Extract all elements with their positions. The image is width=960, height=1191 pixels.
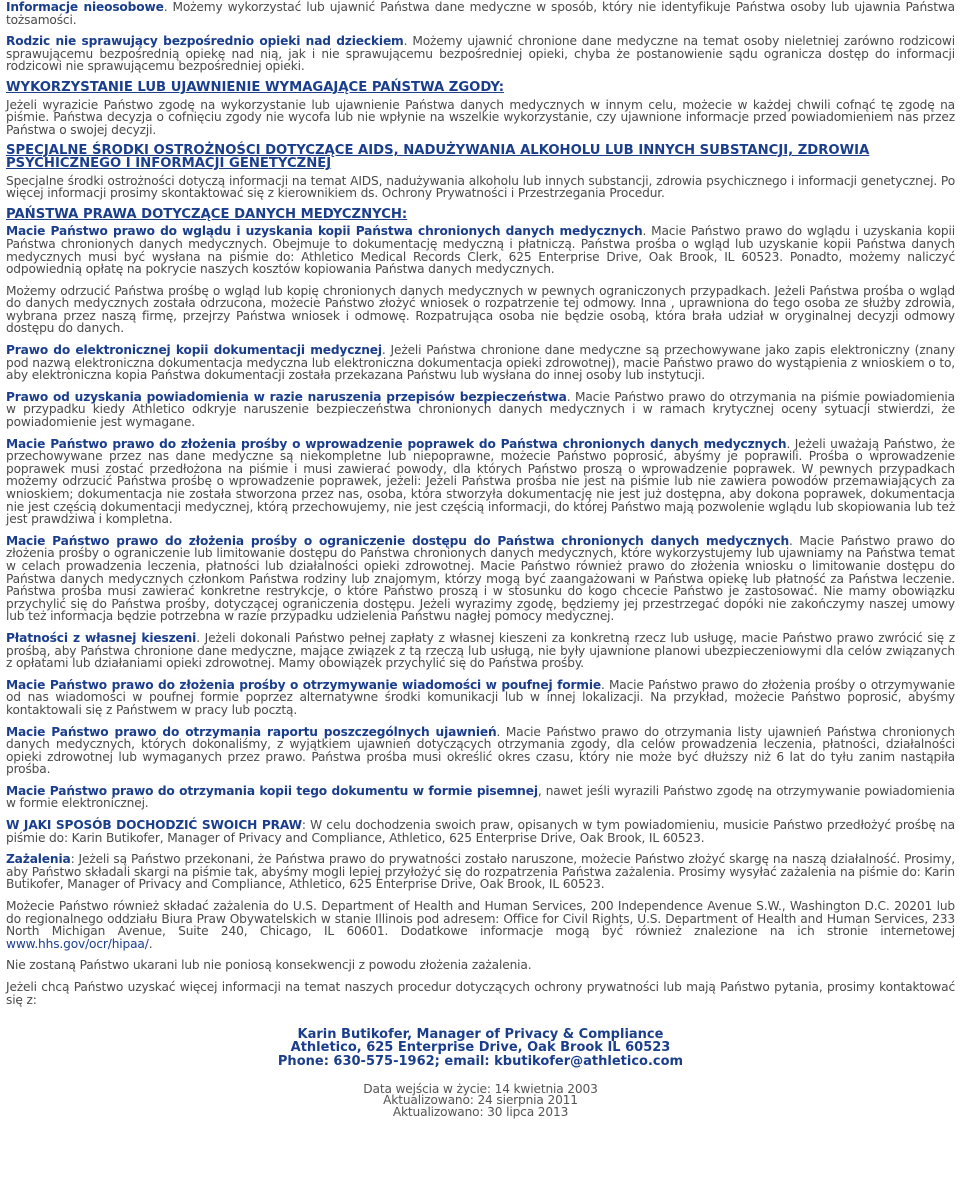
right-accounting-paragraph bbox=[6, 726, 955, 776]
consent-section-title: WYKORZYSTANIE LUB UJAWNIENIE WYMAGAJĄCE PAŃSTWA ZGODY: bbox=[6, 79, 505, 95]
right-paper-copy-text: , nawet jeśli wyrazili Państwo zgodę na otrzymywanie powiadomienia w formie elektronicznej. bbox=[6, 783, 955, 811]
right-amend-paragraph bbox=[6, 438, 955, 526]
right-inspect-text: . Macie Państwo prawo do wglądu i uzyskania kopii Państwa chronionych danych medycznych. Obejmuje to dokumentację medyczną i płatniczą. Państwa prośba o wgląd lub uzyskanie kopii Państwa danych medycznych musi być wysłana na piśmie do: Athletico Medical Records Clerk, 625 Enterprise Drive, Oak Brook, IL 60523. Ponadto, możemy naliczyć odpowiednią opłatę na pokrycie naszych kosztów kopiowania Państwa danych medycznych. bbox=[6, 224, 955, 277]
right-accounting-heading: Macie Państwo prawo do otrzymania raportu poszczególnych ujawnień bbox=[6, 724, 497, 739]
right-confidential-text: . Macie Państwo prawo do złożenia prośby o otrzymywanie od nas wiadomości w poufnej formie poprzez alternatywne środki komunikacji lub w innej lokalizacji. Na przykład, możecie Państwo poprosić, abyśmy kontaktowali się z Państwem w pracy lub pocztą. bbox=[6, 677, 955, 717]
rights-section-title: PAŃSTWA PRAWA DOTYCZĄCE DANYCH MEDYCZNYCH: bbox=[6, 206, 408, 222]
how-to-exercise-paragraph bbox=[6, 819, 955, 844]
how-to-exercise-text: : W celu dochodzenia swoich praw, opisanych w tym powiadomieniu, musicie Państwo przedłożyć prośbę na piśmie do: Karin Butikofer, Manager of Privacy and Compliance, Athletico, 625 Enterprise Drive, Oak Brook, IL 60523. bbox=[6, 818, 956, 845]
right-inspect-paragraph bbox=[6, 225, 955, 275]
effective-dates-block bbox=[6, 1081, 955, 1119]
nonpersonal-info-text: . Możemy wykorzystać lub ujawnić Państwa dane medyczne w sposób, który nie identyfikuje Państwa osoby lub ujawnia Państwa tożsamości. bbox=[6, 0, 955, 27]
right-electronic-text: . Jeżeli Państwa chronione dane medyczne są przechowywane jako zapis elektroniczny (znany pod nazwą elektroniczna dokumentacja medyczna lub elektroniczna dokumentacja opieki zdrowotnej), macie Państwo prawo do wystąpienia z wnioskiem o to, aby elektroniczna kopia Państwa dokumentacji została przekazana Państwu lub wysłana do innej osoby lub instytucji. bbox=[6, 343, 955, 383]
hhs-complaints-end: . bbox=[148, 936, 153, 951]
how-to-exercise-heading: W JAKI SPOSÓB DOCHODZIĆ SWOICH PRAW bbox=[6, 818, 302, 833]
right-confidential-paragraph bbox=[6, 679, 955, 717]
effective-date: Data wejścia w życie: 14 kwietnia 2003 bbox=[363, 1081, 598, 1096]
contact-name-line: Karin Butikofer, Manager of Privacy & Compliance bbox=[297, 1027, 664, 1043]
noncustodial-parent-text: . Możemy ujawnić chronione dane medyczne na temat osoby nieletniej zarówno rodzicowi sprawującemu bezpośrednią opiekę nad nią, jak i nie sprawującemu bezpośredniej opieki, chyba że postanowienie sądu ogranicza dostęp do informacji rodzicowi nie sprawującemu bezpośredniej opieki. bbox=[6, 34, 955, 74]
right-paper-copy-heading: Macie Państwo prawo do otrzymania kopii tego dokumentu w formie pisemnej bbox=[6, 783, 538, 798]
noncustodial-parent-heading: Rodzic nie sprawujący bezpośrednio opieki nad dzieckiem bbox=[6, 34, 404, 49]
right-deny-paragraph: Możemy odrzucić Państwa prośbę o wgląd lub kopię chronionych danych medycznych w pewnych ograniczonych przypadkach. Jeżeli Państwa prośba o wgląd do danych medycznych została odrzucona, możecie Państwo złożyć wniosek o rozpatrzenie tej odmowy. Inna , uprawniona do tego osoba ze służby zdrowia, wybrana przez naszą firmę, przejrzy Państwa wniosek i odmowę. Rozpatrująca osoba nie będzie osobą, która brała udział w oryginalnej decyzji odmowy dostępu do danych. bbox=[6, 283, 955, 336]
complaints-heading: Zażalenia bbox=[6, 852, 71, 867]
right-accounting-text: . Macie Państwo prawo do otrzymania listy ujawnień Państwa chronionych danych medycznych, których dokonaliśmy, z wyjątkiem ujawnień dotyczących otrzymania zgody, dla celów prowadzenia leczenia, płatności, działalności opieki zdrowotnej lub wymaganych przez prawo. Państwa prośba musi określić okres czasu, który nie może być dłuższy niż 6 lat do tyłu zanim nastąpiła prośba. bbox=[6, 724, 955, 777]
right-restrict-text: . Macie Państwo prawo do złożenia prośby o ograniczenie lub limitowanie dostępu do Państwa chronionych danych medycznych, które wykorzystujemy lub ujawniamy na Państwa temat w celach prowadzenia leczenia, płatności lub działalności opieki zdrowotnej. Macie Państwo również prawo do złożenia wniosku o limitowanie dostępu do Państwa danych medycznych członkom Państwa rodziny lub znajomym, którzy mogą być zaangażowani w Państwa opiekę lub płatność za Państwa leczenie. Państwa prośba musi zawierać konkretne restrykcje, o które Państwo proszą i w stosunku do kogo chcecie Państwo je zastosować. Nie mamy obowiązku przychylić się do Państwa prośby, dotyczącej ograniczenia dostępu. Jeżeli wyrazimy zgodę, będziemy jej przestrzegać dopóki nie zakończymy naszej umowy lub też informacja będzie potrzebna w razie przypadku udzielenia Państwu nagłej pomocy medycznej. bbox=[6, 533, 955, 624]
nonpersonal-info-paragraph bbox=[6, 1, 955, 26]
right-paper-copy-paragraph bbox=[6, 785, 955, 810]
right-electronic-heading: Prawo do elektronicznej kopii dokumentacji medycznej bbox=[6, 343, 382, 358]
right-amend-text: . Jeżeli uważają Państwo, że przechowywane przez nas dane medyczne są niekompletne lub niepoprawne, możecie Państwo poprosić, abyśmy je poprawili. Prośba o wprowadzenie poprawek musi zostać przedłożona na piśmie i musi zawierać powody, dla których Państwo proszą o wprowadzenie poprawek. W pewnych przypadkach możemy odrzucić Państwa prośbę o wprowadzenie poprawek, jeżeli: Jeżeli Państwa prośba nie jest na piśmie lub nie zawiera powodów przemawiających za wnioskiem; dokumentacja nie została stworzona przez nas, osoba, która stworzyła dokumentację nie jest już dostępna, aby dokona poprawek, dokumentacja nie jest częścią dokumentacji medycznej, którą przechowujemy, nie jest częścią informacji, do której Państwo mają pozwolenie wglądu lub skopiowania lub też jest prawdziwa i kompletna. bbox=[6, 436, 955, 527]
noncustodial-parent-paragraph bbox=[6, 35, 955, 73]
contact-address-line: Athletico, 625 Enterprise Drive, Oak Brook IL 60523 bbox=[290, 1040, 671, 1056]
hhs-complaints-text: Możecie Państwo również składać zażalenia do U.S. Department of Health and Human Services, 200 Independence Avenue S.W., Washington D.C. 20201 lub do regionalnego oddziału Biura Praw Obywatelskich w stanie Illinois pod adresem: Office for Civil Rights, U.S. Department of Health and Human Services, 233 North Michigan Avenue, Suite 240, Chicago, IL 60601. Dodatkowe informacje mogą być również znalezione na ich stronie internetowej bbox=[6, 899, 955, 939]
no-penalty-text: Nie zostaną Państwo ukarani lub nie poniosą konsekwencji z powodu złożenia zażalenia. bbox=[6, 958, 532, 973]
updated-date-2013: Aktualizowano: 30 lipca 2013 bbox=[392, 1104, 569, 1119]
contact-phone-email-line: Phone: 630-575-1962; email: kbutikofer@athletico.com bbox=[277, 1053, 684, 1069]
right-restrict-paragraph bbox=[6, 535, 955, 623]
complaints-text: : Jeżeli są Państwo przekonani, że Państwa prawo do prywatności zostało naruszone, możecie Państwo złożyć skargę na naszą działalność. Prosimy, aby Państwo składali skargi na piśmie tak, abyśmy mogli lepiej przyłożyć się do rozpatrzenia Państwa zażalenia. Prosimy wysyłać zażalenia na piśmie do: Karin Butikofer, Manager of Privacy and Compliance, Athletico, 625 Enterprise Drive, Oak Brook, IL 60523. bbox=[6, 852, 955, 892]
right-selfpay-heading: Płatności z własnej kieszeni bbox=[6, 630, 197, 645]
right-breach-paragraph bbox=[6, 391, 955, 429]
right-breach-heading: Prawo od uzyskania powiadomienia w razie naruszenia przepisów bezpieczeństwa bbox=[6, 389, 567, 404]
right-selfpay-paragraph bbox=[6, 632, 955, 670]
right-selfpay-text: . Jeżeli dokonali Państwo pełnej zapłaty z własnej kieszeni za konkretną rzecz lub usługę, macie Państwo prawo zwrócić się z prośbą, aby Państwa chronione dane medyczne, mające związek z tą rzeczą lub usługą, nie były ujawnione planowi ubezpieczeniowymi dla celów związanych z opłatami lub działaniami opieki zdrowotnej. Mamy obowiązek przychylić się do Państwa prośby. bbox=[6, 630, 955, 671]
hhs-website-link[interactable]: www.hhs.gov/ocr/hipaa/ bbox=[6, 936, 149, 951]
special-precautions-title: SPECJALNE ŚRODKI OSTROŻNOŚCI DOTYCZĄCE AIDS, NADUŻYWANIA ALKOHOLU LUB INNYCH SUBSTANCJI, ZDROWIA PSYCHICZNEGO I INFORMACJI GENETYCZNEJ bbox=[6, 143, 870, 171]
contact-block bbox=[6, 1028, 955, 1068]
consent-text: Jeżeli wyrazicie Państwo zgodę na wykorzystanie lub ujawnienie Państwa danych medycznych w innym celu, możecie w każdej chwili cofnąć tę zgodę na piśmie. Państwa decyzja o cofnięciu zgody nie wycofa lub nie wpłynie na wszelkie wykorzystanie, czy ujawnione informacje przed powiadomieniem nas przez Państwa o swojej decyzji. bbox=[6, 97, 955, 137]
right-inspect-heading: Macie Państwo prawo do wglądu i uzyskania kopii Państwa chronionych danych medycznych bbox=[6, 224, 643, 239]
right-confidential-heading: Macie Państwo prawo do złożenia prośby o otrzymywanie wiadomości w poufnej formie bbox=[6, 677, 601, 692]
right-amend-heading: Macie Państwo prawo do złożenia prośby o wprowadzenie poprawek do Państwa chronionych danych medycznych bbox=[6, 436, 787, 451]
nonpersonal-info-heading: Informacje nieosobowe bbox=[6, 0, 164, 14]
right-breach-text: . Macie Państwo prawo do otrzymania na piśmie powiadomienia w przypadku kiedy Athletico odkryje naruszenie bezpieczeństwa chronionych danych medycznych i w ramach krytycznej oceny sytuacji stwierdzi, że powiadomienie jest wymagane. bbox=[6, 389, 955, 430]
right-restrict-heading: Macie Państwo prawo do złożenia prośby o ograniczenie dostępu do Państwa chronionych danych medycznych bbox=[6, 533, 790, 548]
hhs-complaints-paragraph bbox=[6, 900, 955, 950]
complaints-paragraph bbox=[6, 853, 955, 891]
updated-date-2011: Aktualizowano: 24 sierpnia 2011 bbox=[383, 1093, 578, 1108]
special-precautions-text: Specjalne środki ostrożności dotyczą informacji na temat AIDS, nadużywania alkoholu lub innych substancji, zdrowia psychicznego i informacji genetycznej. Po więcej informacji prosimy skontaktować się z kierownikiem ds. Ochrony Prywatności i Przestrzegania Procedur. bbox=[6, 173, 955, 201]
contact-intro-text: Jeżeli chcą Państwo uzyskać więcej informacji na temat naszych procedur dotyczących ochrony prywatności lub mają Państwo pytania, prosimy kontaktować się z: bbox=[6, 980, 955, 1007]
right-electronic-paragraph bbox=[6, 344, 955, 382]
